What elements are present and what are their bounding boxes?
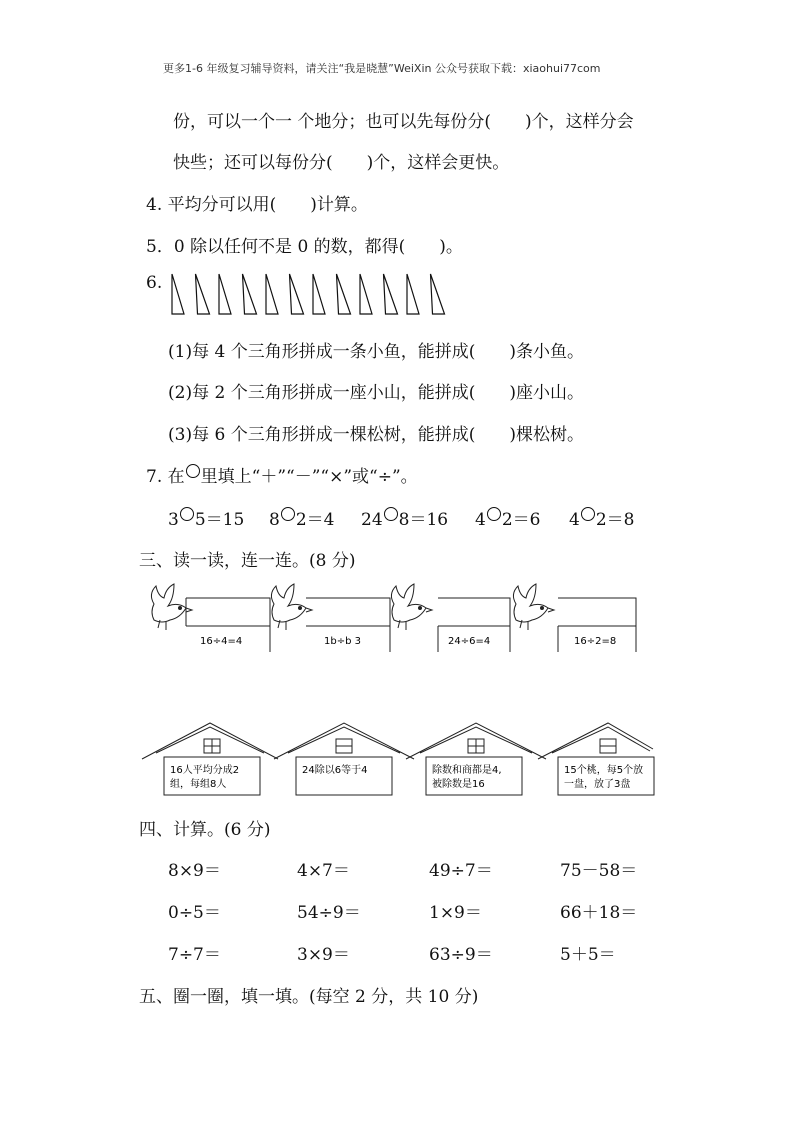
answer-circle[interactable] [384,507,398,521]
calc-3-3: 63÷9＝ [429,945,493,965]
section5-title: 五、圈一圈，填一填。(每空 2 分，共 10 分) [139,987,479,1007]
calc-2-3: 1×9＝ [429,903,482,923]
triangle-shape [172,274,184,314]
house-label-4a: 15个桃，每5个放 [564,765,644,776]
triangle-shape [196,274,210,314]
page-header: 更多1-6 年级复习辅导资料，请关注“我是晓慧”WeiXin 公众号获取下载：xiaohui77com [163,62,601,75]
q6-item-3: (3)每 6 个三角形拼成一棵松树，能拼成( )棵松树。 [168,425,584,445]
bird-icon [271,584,312,630]
q7-expr-4: 4 2＝6 [475,505,540,530]
birds-row [138,578,648,658]
triangle-shape [243,274,257,314]
q6-item-1: (1)每 4 个三角形拼成一条小鱼，能拼成( )条小鱼。 [168,342,584,362]
triangle-shape [219,274,231,314]
answer-circle[interactable] [281,507,295,521]
section3-title: 三、读一读，连一连。(8 分) [139,551,356,571]
bird-label-1: 16÷4=4 [200,636,243,647]
house-label-4b: 一盘，放了3盘 [564,779,631,790]
calc-2-1: 0÷5＝ [168,903,221,923]
section4-title: 四、计算。(6 分) [139,820,271,840]
calc-3-1: 7÷7＝ [168,945,221,965]
q7-expr-1: 3 5＝15 [168,505,244,530]
house-label-1a: 16人平均分成2 [170,765,240,776]
q7-suffix: 里填上“＋”“－”“×”或“÷”。 [200,467,418,487]
triangle-shape [431,274,445,314]
q5-text: 5．0 除以任何不是 0 的数，都得( )。 [146,237,463,257]
triangle-shape [313,274,325,314]
calc-1-1: 8×9＝ [168,861,221,881]
bird-label-2: 1b÷b 3 [324,636,361,647]
bird-icon [391,584,432,630]
house-label-3b: 被除数是16 [432,779,485,790]
q3-line1: 份，可以一个一 个地分；也可以先每份分( )个，这样分会 [173,112,634,132]
triangle-shape [360,274,372,314]
triangle-shape [337,274,351,314]
q6-label: 6. [146,273,163,293]
triangle-shape [290,274,304,314]
q6-item-2: (2)每 2 个三角形拼成一座小山，能拼成( )座小山。 [168,383,584,403]
answer-circle[interactable] [581,507,595,521]
house-label-1b: 组，每组8人 [170,779,227,790]
calc-2-4: 66＋18＝ [560,903,638,923]
calc-1-2: 4×7＝ [297,861,350,881]
q7-expr-2: 8 2＝4 [269,505,334,530]
house-label-3a: 除数和商都是4, [432,765,502,776]
triangle-shape [266,274,278,314]
calc-2-2: 54÷9＝ [297,903,361,923]
answer-circle[interactable] [487,507,501,521]
q4-text: 4. 平均分可以用( )计算。 [146,195,368,215]
q7-prefix: 7. 在 [146,467,185,487]
triangles-figure [168,270,458,318]
bird-label-4: 16÷2=8 [574,636,617,647]
q7-expr-3: 24 8＝16 [361,505,448,530]
triangle-shape [384,274,398,314]
calc-3-4: 5＋5＝ [560,945,616,965]
houses-row [138,715,658,800]
q3-line2: 快些；还可以每份分( )个，这样会更快。 [173,153,510,173]
answer-circle[interactable] [180,507,194,521]
bird-label-3: 24÷6=4 [448,636,491,647]
calc-1-4: 75－58＝ [560,861,638,881]
triangle-shape [407,274,419,314]
q7-instruction [146,462,418,487]
q7-expr-5: 4 2＝8 [569,505,634,530]
house-label-2a: 24除以6等于4 [302,765,368,776]
bird-icon [513,584,554,630]
calc-1-3: 49÷7＝ [429,861,493,881]
circle-icon [186,464,200,478]
calc-3-2: 3×9＝ [297,945,350,965]
